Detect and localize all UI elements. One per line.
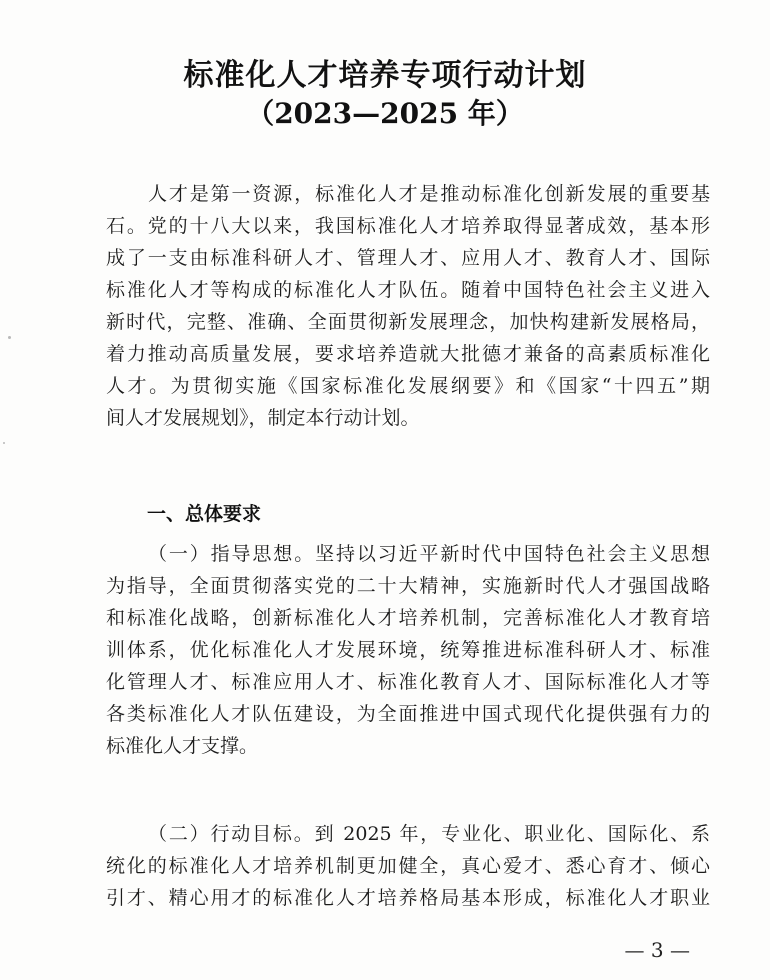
paragraph-line: 为指导，全面贯彻落实党的二十大精神，实施新时代人才强国战略 xyxy=(106,575,710,597)
paragraph-line: （一）指导思想。坚持以习近平新时代中国特色社会主义思想 xyxy=(148,543,710,565)
paragraph-line: 间人才发展规划》，制定本行动计划。 xyxy=(106,407,420,429)
paragraph-line: 人才。为贯彻实施《国家标准化发展纲要》和《国家“十四五”期 xyxy=(106,375,710,397)
paragraph-line: 标准化人才等构成的标准化人才队伍。随着中国特色社会主义进入 xyxy=(106,279,710,301)
paragraph-line: （二）行动目标。到 2025 年，专业化、职业化、国际化、系 xyxy=(148,823,710,845)
guiding-ideology-paragraph xyxy=(106,538,710,762)
paragraph-line: 统化的标准化人才培养机制更加健全，真心爱才、悉心育才、倾心 xyxy=(106,855,710,877)
paragraph-line: 石。党的十八大以来，我国标准化人才培养取得显著成效，基本形 xyxy=(106,215,710,237)
paragraph-line: 成了一支由标准科研人才、管理人才、应用人才、教育人才、国际 xyxy=(106,247,710,269)
section-heading-general-requirements: 一、总体要求 xyxy=(147,503,262,525)
paragraph-line: 标准化人才支撑。 xyxy=(106,735,259,757)
paragraph-line: 着力推动高质量发展，要求培养造就大批德才兼备的高素质标准化 xyxy=(106,343,710,365)
paragraph-line: 人才是第一资源，标准化人才是推动标准化创新发展的重要基 xyxy=(148,183,710,205)
paragraph-line: 新时代，完整、准确、全面贯彻新发展理念，加快构建新发展格局， xyxy=(106,311,710,333)
scan-speck xyxy=(8,336,11,339)
scan-speck xyxy=(3,442,5,444)
intro-paragraph xyxy=(106,178,710,434)
action-goals-paragraph xyxy=(106,818,710,914)
page-number: — 3 — xyxy=(624,938,690,962)
paragraph-line: 引才、精心用才的标准化人才培养格局基本形成，标准化人才职业 xyxy=(106,887,710,909)
paragraph-line: 各类标准化人才队伍建设，为全面推进中国式现代化提供强有力的 xyxy=(106,703,710,725)
paragraph-line: 训体系，优化标准化人才发展环境，统筹推进标准科研人才、标准 xyxy=(106,639,710,661)
document-title: 标准化人才培养专项行动计划 xyxy=(183,58,587,93)
paragraph-line: 化管理人才、标准应用人才、标准化教育人才、国际标准化人才等 xyxy=(106,671,710,693)
document-subtitle: （2023—2025 年） xyxy=(246,97,524,130)
paragraph-line: 和标准化战略，创新标准化人才培养机制，完善标准化人才教育培 xyxy=(106,607,710,629)
